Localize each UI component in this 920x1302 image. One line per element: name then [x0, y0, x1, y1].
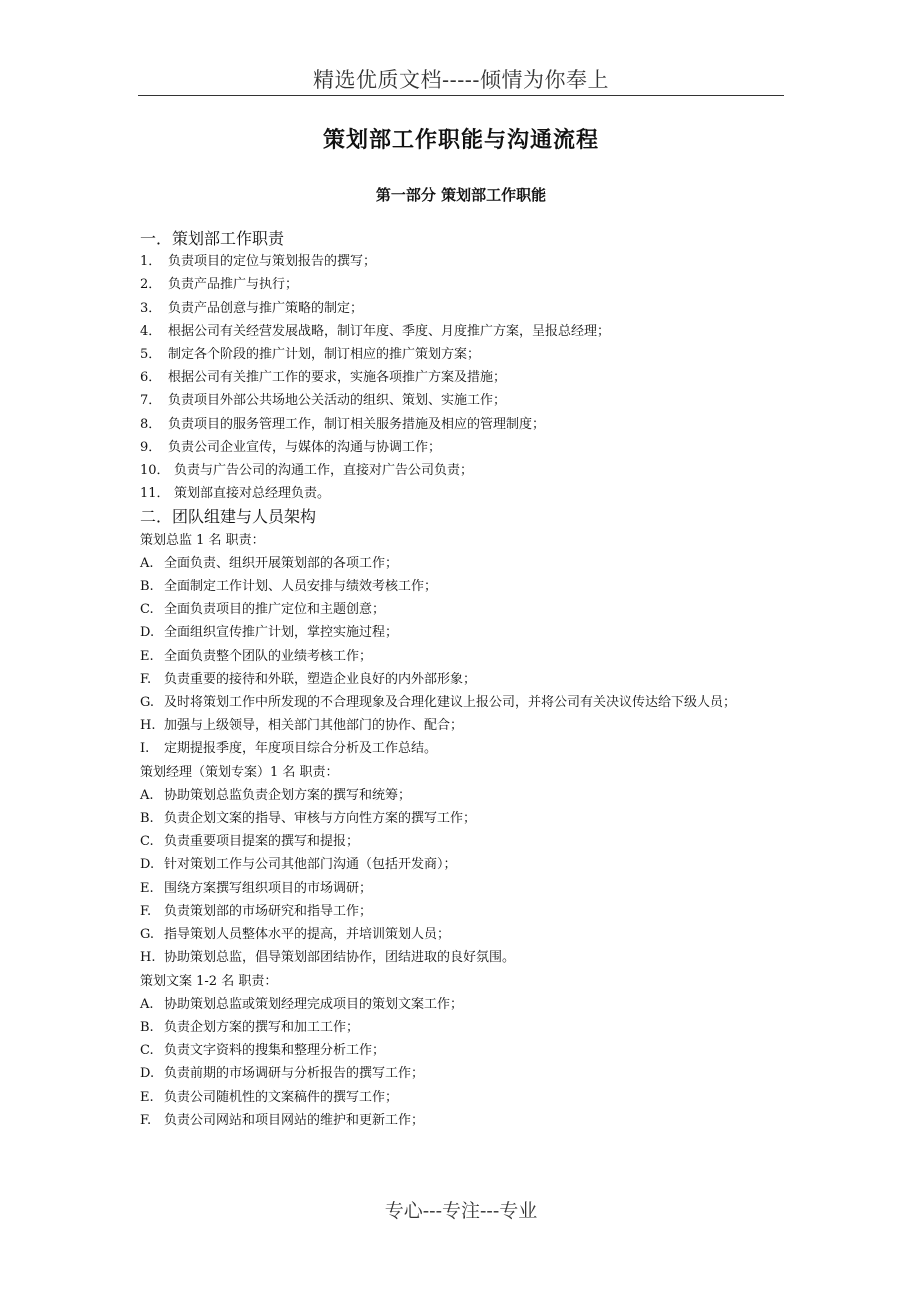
list-item: 10． 负责与广告公司的沟通工作，直接对广告公司负责； — [140, 463, 474, 479]
list-item: 2． 负责产品推广与执行； — [140, 277, 299, 293]
list-item: E. 负责公司随机性的文案稿件的撰写工作； — [140, 1089, 399, 1105]
list-item: H. 加强与上级领导，相关部门其他部门的协作、配合； — [140, 718, 464, 734]
director-duties — [140, 552, 785, 761]
list-item: 11． 策划部直接对总经理负责。 — [140, 486, 331, 502]
role-title-manager: 策划经理（策划专案）1 名 职责： — [140, 764, 339, 780]
list-item: I. 定期提报季度，年度项目综合分析及工作总结。 — [140, 741, 438, 757]
list-item: C. 全面负责项目的推广定位和主题创意； — [140, 602, 386, 618]
list-item: G. 指导策划人员整体水平的提高，并培训策划人员； — [140, 927, 451, 943]
role-title-director: 策划总监 1 名 职责： — [140, 532, 265, 548]
list-item: B. 全面制定工作计划、人员安排与绩效考核工作； — [140, 579, 438, 595]
list-item: 7． 负责项目外部公共场地公关活动的组织、策划、实施工作； — [140, 393, 507, 409]
list-item: H. 协助策划总监，倡导策划部团结协作，团结进取的良好氛围。 — [140, 950, 516, 966]
header-divider — [138, 95, 784, 96]
section-heading-duties: 一．策划部工作职责 — [140, 229, 285, 248]
list-item: A. 协助策划总监或策划经理完成项目的策划文案工作； — [140, 996, 464, 1012]
list-item: E. 全面负责整个团队的业绩考核工作； — [140, 648, 373, 664]
list-item: F. 负责重要的接待和外联，塑造企业良好的内外部形象； — [140, 671, 477, 687]
duties-list — [140, 250, 785, 505]
document-body — [140, 227, 785, 1132]
list-item: C. 负责重要项目提案的撰写和提报； — [140, 834, 360, 850]
list-item: D. 全面组织宣传推广计划，掌控实施过程； — [140, 625, 399, 641]
list-item: 9． 负责公司企业宣传，与媒体的沟通与协调工作； — [140, 439, 442, 455]
list-item: B. 负责企划方案的撰写和加工工作； — [140, 1019, 360, 1035]
page-header: 精选优质文档-----倾情为你奉上 — [313, 68, 609, 92]
list-item: E. 围绕方案撰写组织项目的市场调研； — [140, 880, 373, 896]
list-item: 8． 负责项目的服务管理工作，制订相关服务措施及相应的管理制度； — [140, 416, 546, 432]
list-item: 6． 根据公司有关推广工作的要求，实施各项推广方案及措施； — [140, 370, 507, 386]
list-item: B. 负责企划文案的指导、审核与方向性方案的撰写工作； — [140, 811, 477, 827]
list-item: D. 针对策划工作与公司其他部门沟通（包括开发商）； — [140, 857, 457, 873]
list-item: F. 负责策划部的市场研究和指导工作； — [140, 903, 373, 919]
list-item: C. 负责文字资料的搜集和整理分析工作； — [140, 1043, 386, 1059]
list-item: 3． 负责产品创意与推广策略的制定； — [140, 300, 364, 316]
list-item: G. 及时将策划工作中所发现的不合理现象及合理化建议上报公司，并将公司有关决议传达给下级人员； — [140, 695, 737, 711]
manager-duties — [140, 784, 785, 970]
role-title-copywriter: 策划文案 1-2 名 职责： — [140, 973, 278, 989]
list-item: D. 负责前期的市场调研与分析报告的撰写工作； — [140, 1066, 425, 1082]
copywriter-duties — [140, 993, 785, 1132]
list-item: A. 全面负责、组织开展策划部的各项工作； — [140, 555, 399, 571]
list-item: 5． 制定各个阶段的推广计划，制订相应的推广策划方案； — [140, 347, 481, 363]
list-item: 4． 根据公司有关经营发展战略，制订年度、季度、月度推广方案，呈报总经理； — [140, 323, 611, 339]
document-title: 策划部工作职能与沟通流程 — [322, 128, 599, 153]
part-title: 第一部分 策划部工作职能 — [375, 186, 547, 204]
list-item: A. 协助策划总监负责企划方案的撰写和统筹； — [140, 787, 412, 803]
page-footer: 专心---专注---专业 — [384, 1200, 538, 1222]
section-heading-team: 二．团队组建与人员架构 — [140, 507, 317, 527]
list-item: 1． 负责项目的定位与策划报告的撰写； — [140, 254, 377, 270]
list-item: F. 负责公司网站和项目网站的维护和更新工作； — [140, 1112, 425, 1128]
